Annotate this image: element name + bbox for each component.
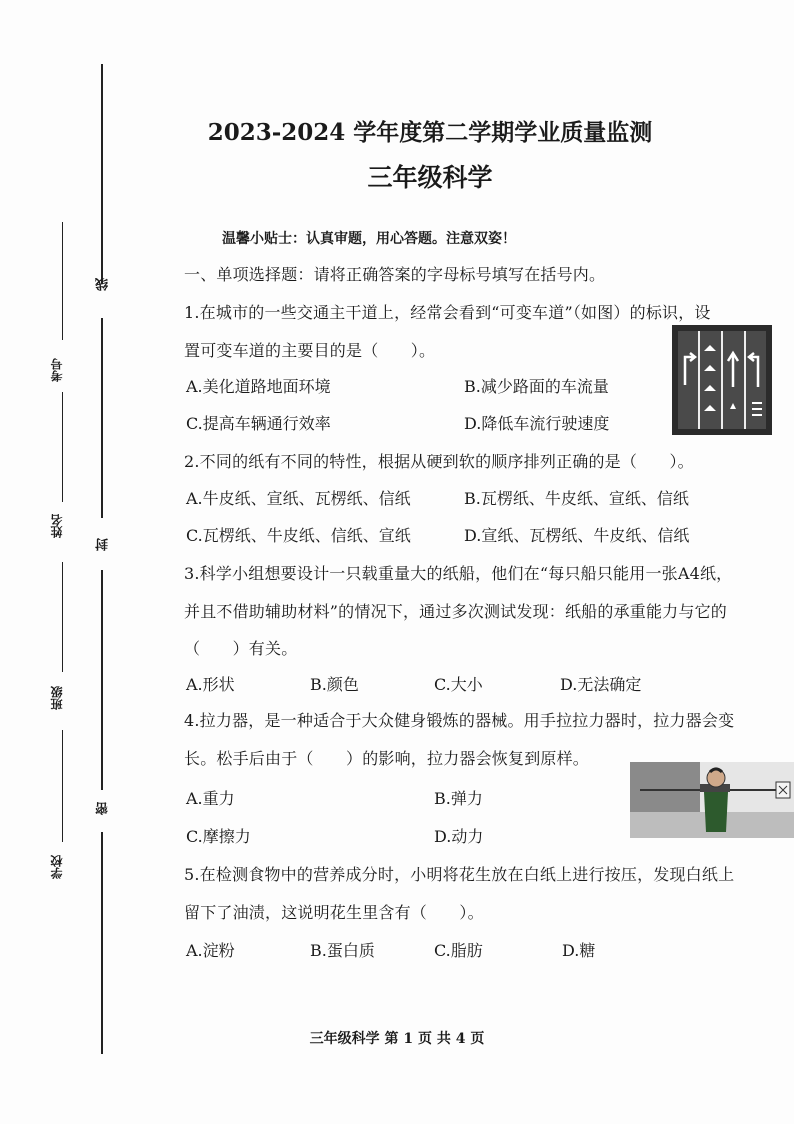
q2-option-c: C.瓦楞纸、牛皮纸、信纸、宣纸 (186, 526, 411, 545)
q4-option-d: D.动力 (434, 827, 484, 846)
q5-option-c: C.脂肪 (434, 941, 483, 960)
q4-line2: 长。松手后由于（ ）的影响，拉力器会恢复到原样。 (184, 749, 590, 768)
seal-line-mid-2 (101, 570, 103, 790)
variable-lane-figure (672, 325, 772, 435)
chest-expander-figure (630, 762, 794, 838)
q2-option-d: D.宣纸、瓦楞纸、牛皮纸、信纸 (464, 526, 690, 545)
exam-number-line (62, 222, 63, 340)
q3-line3: （ ）有关。 (184, 639, 298, 658)
q1-option-d: D.降低车流行驶速度 (464, 414, 610, 433)
q4-option-c: C.摩擦力 (186, 827, 251, 846)
q1-option-c: C.提高车辆通行效率 (186, 414, 331, 433)
section-heading: 一、单项选择题：请将正确答案的字母标号填写在括号内。 (184, 265, 606, 284)
q4-option-b: B.弹力 (434, 789, 483, 808)
class-line (62, 562, 63, 672)
page-subtitle: 三年级科学 (367, 163, 493, 192)
q3-line1: 3.科学小组想要设计一只载重量大的纸船，他们在“每只船只能用一张A4纸， (184, 564, 733, 583)
seal-char-feng: 封 (96, 538, 111, 551)
q3-option-b: B.颜色 (310, 675, 359, 694)
tip-text: 温馨小贴士：认真审题，用心答题。注意双姿！ (222, 231, 516, 247)
q2-line1: 2.不同的纸有不同的特性，根据从硬到软的顺序排列正确的是（ ）。 (184, 452, 694, 471)
q5-option-d: D.糖 (562, 941, 596, 960)
class-label: 班级 (50, 686, 64, 710)
page-footer: 三年级科学 第 1 页 共 4 页 (309, 1031, 485, 1047)
seal-line-top (101, 64, 103, 284)
q1-line2: 置可变车道的主要目的是（ ）。 (184, 341, 436, 360)
q5-line1: 5.在检测食物中的营养成分时，小明将花生放在白纸上进行按压，发现白纸上 (184, 865, 735, 884)
q5-line2: 留下了油渍，这说明花生里含有（ ）。 (184, 903, 484, 922)
seal-char-xian: 线 (96, 278, 111, 291)
seal-char-mi: 密 (96, 802, 111, 815)
q3-line2: 并且不借助辅助材料”的情况下，通过多次测试发现：纸船的承重能力与它的 (184, 602, 727, 621)
exam-number-label: 考号 (50, 358, 64, 382)
name-label: 姓名 (50, 514, 64, 538)
page-title: 2023-2024 学年度第二学期学业质量监测 (207, 119, 653, 146)
q3-option-c: C.大小 (434, 675, 483, 694)
q4-option-a: A.重力 (186, 789, 235, 808)
q1-line1: 1.在城市的一些交通主干道上，经常会看到“可变车道”（如图）的标识，设 (184, 303, 711, 322)
q5-option-b: B.蛋白质 (310, 941, 375, 960)
q2-option-a: A.牛皮纸、宣纸、瓦楞纸、信纸 (186, 489, 411, 508)
q3-option-d: D.无法确定 (560, 675, 642, 694)
q1-option-b: B.减少路面的车流量 (464, 377, 609, 396)
q4-line1: 4.拉力器，是一种适合于大众健身锻炼的器械。用手拉拉力器时，拉力器会变 (184, 711, 735, 730)
seal-line-mid-1 (101, 318, 103, 518)
school-line (62, 730, 63, 842)
q5-option-a: A.淀粉 (186, 941, 235, 960)
school-label: 学校 (50, 855, 64, 879)
seal-line-bottom (101, 832, 103, 1054)
q1-option-a: A.美化道路地面环境 (186, 377, 331, 396)
q3-option-a: A.形状 (186, 675, 235, 694)
name-line (62, 392, 63, 502)
q2-option-b: B.瓦楞纸、牛皮纸、宣纸、信纸 (464, 489, 689, 508)
